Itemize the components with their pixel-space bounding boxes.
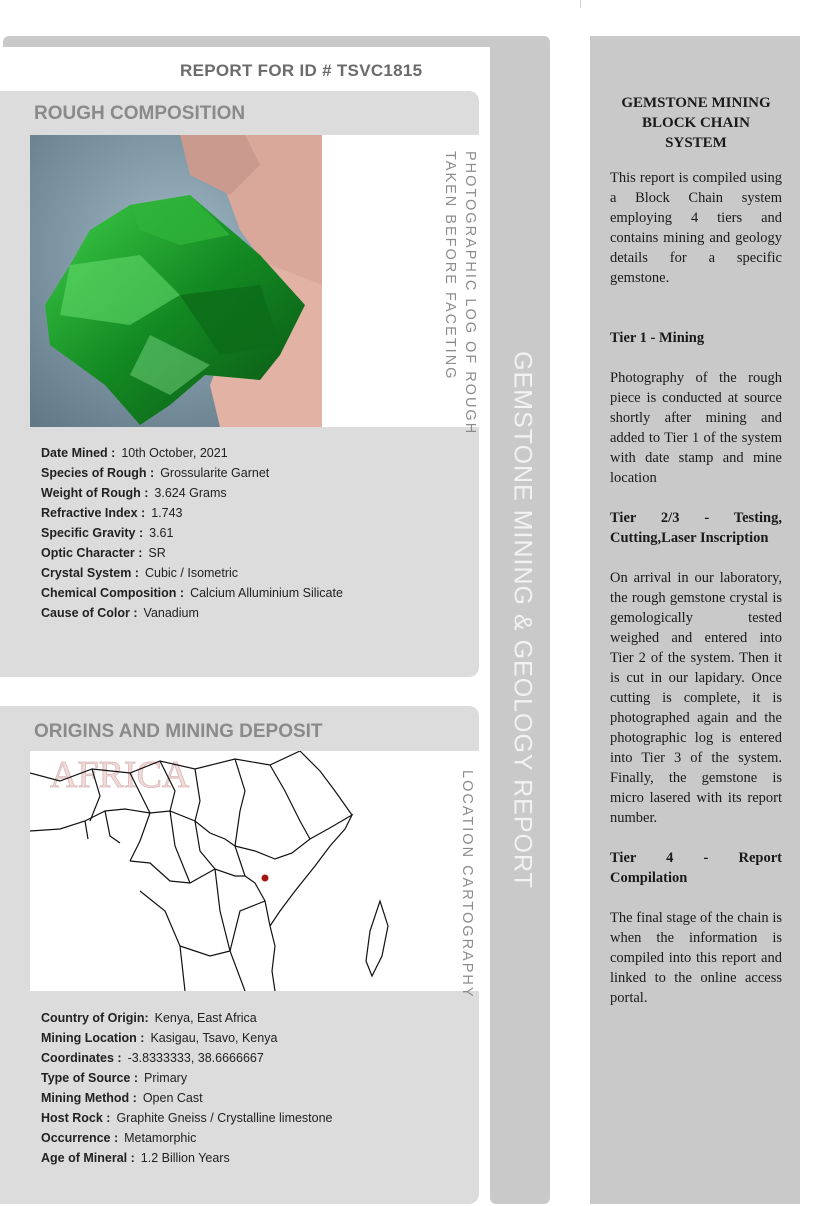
mine-location-marker: [262, 875, 269, 882]
sidebar-title: GEMSTONE MINING BLOCK CHAIN SYSTEM: [621, 95, 771, 151]
tier4-heading: Tier 4 - Report Compilation: [610, 850, 782, 886]
report-title: REPORT FOR ID # TSVC1815: [180, 61, 423, 80]
vertical-report-title: GEMSTONE MINING & GEOLOGY REPORT: [508, 351, 537, 889]
detail-row: Type of Source : Primary: [41, 1071, 188, 1085]
detail-row: Occurrence : Metamorphic: [41, 1131, 197, 1145]
detail-row: Crystal System : Cubic / Isometric: [41, 566, 239, 580]
detail-row: Mining Location : Kasigau, Tsavo, Kenya: [41, 1031, 278, 1045]
origins-details: [41, 1008, 333, 1168]
tier1-text: Photography of the rough piece is conducted at source shortly after mining and added to Tier 1 of the system with date stamp and mine location: [610, 370, 782, 486]
rough-details: [41, 443, 343, 623]
detail-row: Species of Rough : Grossularite Garnet: [41, 466, 270, 480]
photo-label-line1: PHOTOGRAPHIC LOG OF ROUGH: [462, 151, 478, 436]
sidebar-intro: This report is compiled using a Block Chain system employing 4 tiers and contains mining and geology details for a specific gemstone.: [610, 170, 782, 286]
detail-row: Host Rock : Graphite Gneiss / Crystalline limestone: [41, 1111, 333, 1125]
gemstone-rough-photo: [30, 135, 322, 427]
tier1-heading: Tier 1 - Mining: [610, 330, 705, 346]
detail-row: Age of Mineral : 1.2 Billion Years: [41, 1151, 230, 1165]
tier23-text: On arrival in our laboratory, the rough gemstone crystal is gemologically tested weighed and entered into Tier 2 of the system. Then it is cut in our lapidary. Once cutting is complete, it is photographed again and the photographic log is entered into Tier 3 of the system. Finally, the gemstone is micro lasered with its report number.: [610, 570, 782, 826]
blockchain-sidebar: [590, 36, 800, 1204]
detail-row: Date Mined : 10th October, 2021: [41, 446, 228, 460]
detail-row: Chemical Composition : Calcium Alluminium Silicate: [41, 586, 343, 600]
detail-row: Refractive Index : 1.743: [41, 506, 183, 520]
tier4-text: The final stage of the chain is when the information is compiled into this report and linked to the online access portal.: [610, 910, 782, 1006]
detail-row: Weight of Rough : 3.624 Grams: [41, 486, 227, 500]
top-separator: [580, 0, 581, 8]
detail-row: Mining Method : Open Cast: [41, 1091, 203, 1105]
detail-row: Country of Origin: Kenya, East Africa: [41, 1011, 257, 1025]
photo-label-line2: TAKEN BEFORE FACETING: [442, 151, 458, 381]
detail-row: Specific Gravity : 3.61: [41, 526, 174, 540]
top-bar: [3, 36, 549, 47]
map-label: LOCATION CARTOGRAPHY: [459, 770, 475, 999]
map-title: AFRICA: [50, 754, 190, 796]
rough-composition-heading: ROUGH COMPOSITION: [34, 103, 246, 124]
africa-location-map: [30, 751, 426, 991]
origins-heading: ORIGINS AND MINING DEPOSIT: [34, 721, 323, 742]
detail-row: Coordinates : -3.8333333, 38.6666667: [41, 1051, 264, 1065]
detail-row: Optic Character : SR: [41, 546, 166, 560]
tier23-heading: Tier 2/3 - Testing, Cutting,Laser Inscription: [610, 510, 782, 546]
sidebar-content: [610, 93, 782, 1028]
detail-row: Cause of Color : Vanadium: [41, 606, 199, 620]
